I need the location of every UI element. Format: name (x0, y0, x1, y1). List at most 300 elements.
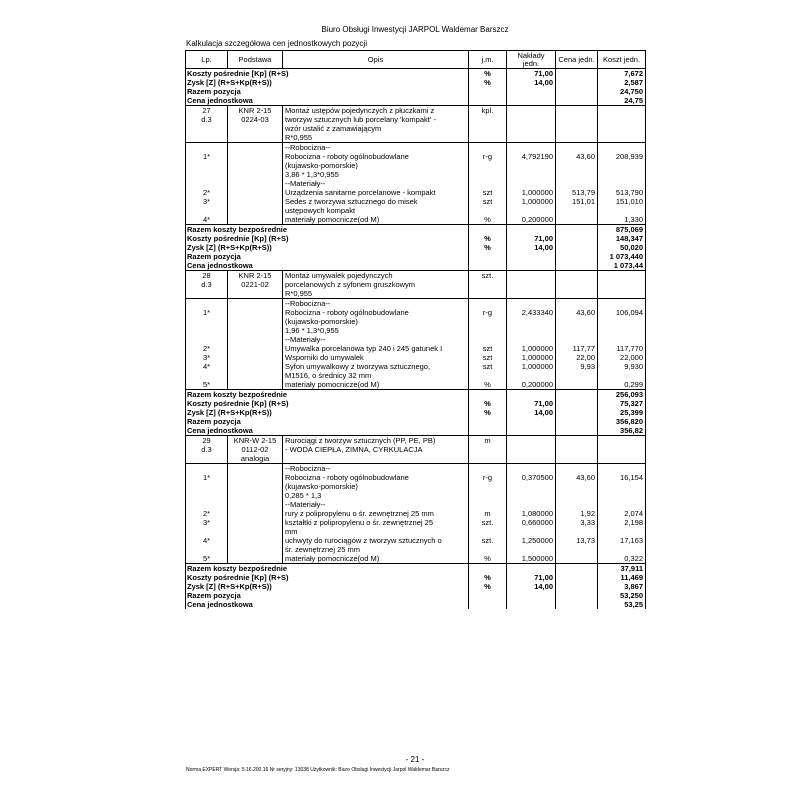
item-row (186, 353, 646, 362)
cell-cena (556, 554, 598, 564)
summary-label: Koszty pośrednie [Kp] (R+S) (186, 234, 469, 243)
item-row (186, 362, 646, 380)
cell-lp: 2* (186, 509, 228, 518)
cell-koszt (598, 179, 646, 188)
cell-naklady (507, 106, 556, 143)
item-row (186, 215, 646, 225)
cell-koszt: 2,074 (598, 509, 646, 518)
cell-naklady (507, 143, 556, 153)
summary-label: Koszty pośrednie [Kp] (R+S) (186, 399, 469, 408)
cell-opis: Rurociągi z tworzyw sztucznych (PP, PE, PB) - WODA CIEPŁA, ZIMNA, CYRKULACJA (283, 436, 469, 464)
cell-koszt: 106,094 (598, 308, 646, 335)
cell-koszt: 50,020 (598, 243, 646, 252)
summary-row (186, 243, 646, 252)
cell-koszt: 24,750 (598, 87, 646, 96)
cell-podstawa (228, 179, 283, 188)
cell-naklady: 0,200000 (507, 215, 556, 225)
cell-koszt (598, 271, 646, 299)
cell-jm: szt. (469, 536, 507, 554)
col-header-podstawa: Podstawa (228, 51, 283, 69)
cell-podstawa (228, 215, 283, 225)
cell-koszt: 875,069 (598, 225, 646, 235)
summary-label: Cena jednostkowa (186, 600, 469, 609)
cell-jm: szt. (469, 271, 507, 299)
cell-koszt: 17,163 (598, 536, 646, 554)
summary-row (186, 390, 646, 400)
cell-jm: % (469, 243, 507, 252)
summary-label: Zysk [Z] (R+S+Kp(R+S)) (186, 582, 469, 591)
cell-naklady: 71,00 (507, 399, 556, 408)
cell-podstawa (228, 143, 283, 153)
cell-jm: r-g (469, 308, 507, 335)
cell-naklady (507, 464, 556, 474)
cell-jm: szt (469, 353, 507, 362)
cell-jm: % (469, 78, 507, 87)
cell-koszt (598, 106, 646, 143)
cell-jm: % (469, 554, 507, 564)
cell-cena (556, 234, 598, 243)
cell-opis: kształtki z polipropylenu o śr. zewnętrznej 25 mm (283, 518, 469, 536)
cell-jm: r-g (469, 152, 507, 179)
cell-lp: 4* (186, 362, 228, 380)
cell-podstawa: KNR-W 2-15 0112-02 analogia (228, 436, 283, 464)
cell-koszt: 356,820 (598, 417, 646, 426)
cell-naklady: 71,00 (507, 69, 556, 79)
cell-podstawa (228, 308, 283, 335)
cell-naklady: 1,080000 (507, 509, 556, 518)
summary-row (186, 252, 646, 261)
cell-naklady: 14,00 (507, 78, 556, 87)
cell-opis: --Materiały-- (283, 335, 469, 344)
cell-koszt: 53,25 (598, 600, 646, 609)
cell-koszt (598, 500, 646, 509)
cell-jm (469, 600, 507, 609)
cell-cena (556, 179, 598, 188)
summary-row (186, 426, 646, 436)
cell-opis: Robocizna - roboty ogólnobudowlane (kujawsko-pomorskie) 0,285 * 1,3 (283, 473, 469, 500)
cell-jm: r-g (469, 473, 507, 500)
cell-koszt: 0,322 (598, 554, 646, 564)
summary-row (186, 600, 646, 609)
cell-koszt: 151,010 (598, 197, 646, 215)
cell-naklady: 1,000000 (507, 362, 556, 380)
cell-jm (469, 225, 507, 235)
cell-naklady: 2,433340 (507, 308, 556, 335)
summary-row (186, 96, 646, 106)
cell-lp: 2* (186, 188, 228, 197)
cell-cena (556, 399, 598, 408)
cell-naklady (507, 390, 556, 400)
cell-koszt: 2,198 (598, 518, 646, 536)
cell-opis: --Robocizna-- (283, 299, 469, 309)
cell-lp: 4* (186, 536, 228, 554)
item-row (186, 464, 646, 474)
summary-label: Cena jednostkowa (186, 261, 469, 271)
item-row (186, 299, 646, 309)
cell-podstawa (228, 299, 283, 309)
item-row (186, 188, 646, 197)
cell-lp: 29 d.3 (186, 436, 228, 464)
cell-koszt: 513,790 (598, 188, 646, 197)
summary-row (186, 399, 646, 408)
summary-label: Razem pozycja (186, 252, 469, 261)
cell-naklady (507, 500, 556, 509)
cell-jm: szt (469, 362, 507, 380)
summary-label: Cena jednostkowa (186, 96, 469, 106)
cell-jm (469, 464, 507, 474)
position-row (186, 271, 646, 299)
item-row (186, 197, 646, 215)
cell-jm: % (469, 234, 507, 243)
cell-cena (556, 87, 598, 96)
cell-opis: Robocizna - roboty ogólnobudowlane (kujawsko-pomorskie) 3,86 * 1,3*0,955 (283, 152, 469, 179)
cell-koszt: 117,770 (598, 344, 646, 353)
cell-cena: 22,00 (556, 353, 598, 362)
cell-jm (469, 335, 507, 344)
cell-jm (469, 299, 507, 309)
cell-jm (469, 143, 507, 153)
cell-podstawa (228, 518, 283, 536)
cell-opis: materiały pomocnicze(od M) (283, 215, 469, 225)
cell-koszt: 25,399 (598, 408, 646, 417)
cell-cena (556, 408, 598, 417)
cell-cena (556, 78, 598, 87)
cell-naklady: 1,000000 (507, 197, 556, 215)
col-header-opis: Opis (283, 51, 469, 69)
cell-cena (556, 243, 598, 252)
cell-lp: 4* (186, 215, 228, 225)
summary-label: Koszty pośrednie [Kp] (R+S) (186, 573, 469, 582)
cell-naklady (507, 261, 556, 271)
col-header-koszt: Koszt jedn. (598, 51, 646, 69)
cell-koszt: 256,093 (598, 390, 646, 400)
cell-cena (556, 582, 598, 591)
cell-cena (556, 591, 598, 600)
summary-label: Cena jednostkowa (186, 426, 469, 436)
cell-naklady (507, 426, 556, 436)
cell-cena: 43,60 (556, 473, 598, 500)
cell-opis: Wsporniki do umywalek (283, 353, 469, 362)
cell-cena (556, 380, 598, 390)
summary-row (186, 591, 646, 600)
cell-koszt: 2,587 (598, 78, 646, 87)
software-info: Norma EXPERT Wersja: 5.16.200.16 Nr seryjny: 13038 Użytkownik: Biuro Obsługi Inwestycji Jarpol Waldemar Barszcz (186, 767, 450, 773)
cell-jm (469, 87, 507, 96)
cell-cena (556, 564, 598, 574)
cell-lp: 3* (186, 353, 228, 362)
cell-opis: materiały pomocnicze(od M) (283, 380, 469, 390)
cost-calculation-table (185, 50, 646, 609)
summary-label: Zysk [Z] (R+S+Kp(R+S)) (186, 408, 469, 417)
cell-jm (469, 96, 507, 106)
cell-cena (556, 600, 598, 609)
cell-jm: % (469, 69, 507, 79)
cell-naklady (507, 87, 556, 96)
summary-row (186, 69, 646, 79)
cell-podstawa: KNR 2-15 0221-02 (228, 271, 283, 299)
cell-opis: Syfon umywalkowy z tworzywa sztucznego, M1516, o średnicy 32 mm (283, 362, 469, 380)
summary-label: Razem pozycja (186, 417, 469, 426)
cell-opis: Umywalka porcelanowa typ 240 i 245 gatunek I (283, 344, 469, 353)
cell-cena (556, 215, 598, 225)
cell-jm: m (469, 436, 507, 464)
summary-row (186, 408, 646, 417)
col-header-cena: Cena jedn. (556, 51, 598, 69)
cell-naklady: 1,000000 (507, 344, 556, 353)
cell-opis: --Robocizna-- (283, 143, 469, 153)
cell-jm: szt (469, 344, 507, 353)
cell-jm (469, 500, 507, 509)
cell-koszt (598, 299, 646, 309)
cell-lp: 27 d.3 (186, 106, 228, 143)
cell-lp (186, 143, 228, 153)
item-row (186, 179, 646, 188)
cell-naklady (507, 564, 556, 574)
cell-lp: 1* (186, 308, 228, 335)
cell-podstawa (228, 380, 283, 390)
cell-cena (556, 417, 598, 426)
cell-cena (556, 106, 598, 143)
document-title: Biuro Obsługi Inwestycji JARPOL Waldemar Barszcz (321, 25, 509, 34)
cell-podstawa (228, 188, 283, 197)
cell-naklady: 71,00 (507, 573, 556, 582)
position-row (186, 436, 646, 464)
summary-label: Zysk [Z] (R+S+Kp(R+S)) (186, 243, 469, 252)
cell-cena: 43,60 (556, 308, 598, 335)
cell-naklady: 1,000000 (507, 353, 556, 362)
summary-label: Razem pozycja (186, 87, 469, 96)
cell-cena (556, 335, 598, 344)
cell-koszt: 37,911 (598, 564, 646, 574)
summary-label: Koszty pośrednie [Kp] (R+S) (186, 69, 469, 79)
summary-row (186, 234, 646, 243)
item-row (186, 473, 646, 500)
cell-naklady: 0,200000 (507, 380, 556, 390)
cell-opis: Urządzenia sanitarne porcelanowe - kompakt (283, 188, 469, 197)
cell-jm (469, 426, 507, 436)
cell-jm: % (469, 408, 507, 417)
cell-podstawa (228, 509, 283, 518)
item-row (186, 335, 646, 344)
cell-jm (469, 252, 507, 261)
cell-podstawa (228, 473, 283, 500)
cell-cena: 1,92 (556, 509, 598, 518)
cell-lp: 2* (186, 344, 228, 353)
cell-podstawa (228, 362, 283, 380)
cell-cena: 3,33 (556, 518, 598, 536)
document-subtitle: Kalkulacja szczegółowa cen jednostkowych pozycji (186, 39, 367, 48)
cell-opis: Montaż ustępów pojedynczych z płuczkami z tworzyw sztucznych lub porcelany 'kompakt' - wzór ustalić z zamawiającym R*0,955 (283, 106, 469, 143)
cell-cena (556, 69, 598, 79)
cell-opis: --Robocizna-- (283, 464, 469, 474)
cell-naklady (507, 225, 556, 235)
summary-row (186, 564, 646, 574)
cell-naklady (507, 417, 556, 426)
cell-cena: 13,73 (556, 536, 598, 554)
item-row (186, 518, 646, 536)
summary-row (186, 87, 646, 96)
cell-naklady (507, 96, 556, 106)
table-header-row (186, 51, 646, 69)
cell-lp (186, 500, 228, 509)
cell-opis: rury z polipropylenu o śr. zewnętrznej 25 mm (283, 509, 469, 518)
cell-cena: 117,77 (556, 344, 598, 353)
cell-naklady (507, 436, 556, 464)
cell-koszt: 11,469 (598, 573, 646, 582)
cell-podstawa (228, 464, 283, 474)
cell-jm: % (469, 582, 507, 591)
cell-lp: 5* (186, 380, 228, 390)
cell-koszt: 7,672 (598, 69, 646, 79)
cell-lp: 1* (186, 152, 228, 179)
item-row (186, 143, 646, 153)
item-row (186, 509, 646, 518)
summary-row (186, 417, 646, 426)
cell-koszt (598, 464, 646, 474)
summary-row (186, 78, 646, 87)
cell-koszt: 208,939 (598, 152, 646, 179)
cell-naklady: 1,250000 (507, 536, 556, 554)
cell-opis: Montaż umywalek pojedynczych porcelanowych z syfonem gruszkowym R*0,955 (283, 271, 469, 299)
item-row (186, 536, 646, 554)
cell-podstawa (228, 500, 283, 509)
cell-opis: --Materiały-- (283, 500, 469, 509)
summary-label: Razem pozycja (186, 591, 469, 600)
summary-label: Razem koszty bezpośrednie (186, 390, 469, 400)
cell-naklady (507, 252, 556, 261)
cell-naklady: 14,00 (507, 408, 556, 417)
cell-koszt: 16,154 (598, 473, 646, 500)
cell-jm (469, 591, 507, 600)
cell-naklady (507, 299, 556, 309)
cell-cena (556, 573, 598, 582)
cell-koszt: 22,000 (598, 353, 646, 362)
summary-row (186, 261, 646, 271)
cell-naklady: 4,792190 (507, 152, 556, 179)
cell-jm (469, 417, 507, 426)
cell-jm: % (469, 399, 507, 408)
cell-cena (556, 426, 598, 436)
cell-koszt: 148,347 (598, 234, 646, 243)
cell-naklady: 14,00 (507, 243, 556, 252)
cell-koszt: 1 073,44 (598, 261, 646, 271)
cell-opis: Sedes z tworzywa sztucznego do misek ustępowych kompakt (283, 197, 469, 215)
item-row (186, 152, 646, 179)
cell-koszt (598, 335, 646, 344)
cell-koszt: 1 073,440 (598, 252, 646, 261)
cell-naklady (507, 271, 556, 299)
cell-lp (186, 299, 228, 309)
cell-lp: 1* (186, 473, 228, 500)
cell-jm: % (469, 380, 507, 390)
cell-koszt: 3,867 (598, 582, 646, 591)
cell-koszt: 24,75 (598, 96, 646, 106)
cell-jm (469, 179, 507, 188)
cell-opis: uchwyty do rurociągów z tworzyw sztucznych o śr. zewnętrznej 25 mm (283, 536, 469, 554)
col-header-naklady: Nakłady jedn. (507, 51, 556, 69)
cell-naklady: 0,370500 (507, 473, 556, 500)
cell-cena (556, 271, 598, 299)
cell-podstawa (228, 554, 283, 564)
cell-podstawa (228, 152, 283, 179)
cell-naklady: 71,00 (507, 234, 556, 243)
cell-koszt: 1,330 (598, 215, 646, 225)
cell-opis: materiały pomocnicze(od M) (283, 554, 469, 564)
cell-jm: szt (469, 197, 507, 215)
cell-cena: 151,01 (556, 197, 598, 215)
summary-row (186, 225, 646, 235)
cell-koszt: 53,250 (598, 591, 646, 600)
cell-koszt: 356,82 (598, 426, 646, 436)
cell-lp: 28 d.3 (186, 271, 228, 299)
cell-cena (556, 500, 598, 509)
cell-jm: % (469, 573, 507, 582)
item-row (186, 380, 646, 390)
cell-koszt (598, 436, 646, 464)
cell-jm: m (469, 509, 507, 518)
cell-koszt: 9,930 (598, 362, 646, 380)
cell-podstawa (228, 536, 283, 554)
cell-opis: Robocizna - roboty ogólnobudowlane (kujawsko-pomorskie) 1,96 * 1,3*0,955 (283, 308, 469, 335)
cell-opis: --Materiały-- (283, 179, 469, 188)
cell-naklady (507, 591, 556, 600)
cell-cena: 513,79 (556, 188, 598, 197)
cell-jm: kpl. (469, 106, 507, 143)
cell-podstawa (228, 197, 283, 215)
summary-row (186, 582, 646, 591)
cell-cena (556, 143, 598, 153)
cell-lp: 5* (186, 554, 228, 564)
summary-label: Razem koszty bezpośrednie (186, 225, 469, 235)
cell-naklady: 0,660000 (507, 518, 556, 536)
col-header-lp: Lp. (186, 51, 228, 69)
page-number: - 21 - (405, 755, 425, 764)
cell-jm: szt (469, 188, 507, 197)
cell-lp (186, 464, 228, 474)
position-row (186, 106, 646, 143)
cell-jm (469, 564, 507, 574)
cell-cena (556, 96, 598, 106)
item-row (186, 308, 646, 335)
cell-lp: 3* (186, 197, 228, 215)
cell-podstawa (228, 344, 283, 353)
item-row (186, 344, 646, 353)
cell-cena (556, 436, 598, 464)
cell-lp: 3* (186, 518, 228, 536)
cell-cena (556, 252, 598, 261)
cell-naklady (507, 600, 556, 609)
cell-jm: % (469, 215, 507, 225)
cell-naklady: 1,000000 (507, 188, 556, 197)
cell-cena (556, 225, 598, 235)
cell-lp (186, 179, 228, 188)
col-header-jm: j.m. (469, 51, 507, 69)
cell-cena (556, 299, 598, 309)
cell-naklady (507, 179, 556, 188)
cell-podstawa (228, 353, 283, 362)
item-row (186, 554, 646, 564)
cell-naklady: 14,00 (507, 582, 556, 591)
cell-naklady (507, 335, 556, 344)
cell-cena (556, 390, 598, 400)
cell-cena: 43,60 (556, 152, 598, 179)
cell-jm: szt. (469, 518, 507, 536)
cell-jm (469, 261, 507, 271)
item-row (186, 500, 646, 509)
cell-podstawa: KNR 2-15 0224-03 (228, 106, 283, 143)
summary-label: Razem koszty bezpośrednie (186, 564, 469, 574)
cell-lp (186, 335, 228, 344)
